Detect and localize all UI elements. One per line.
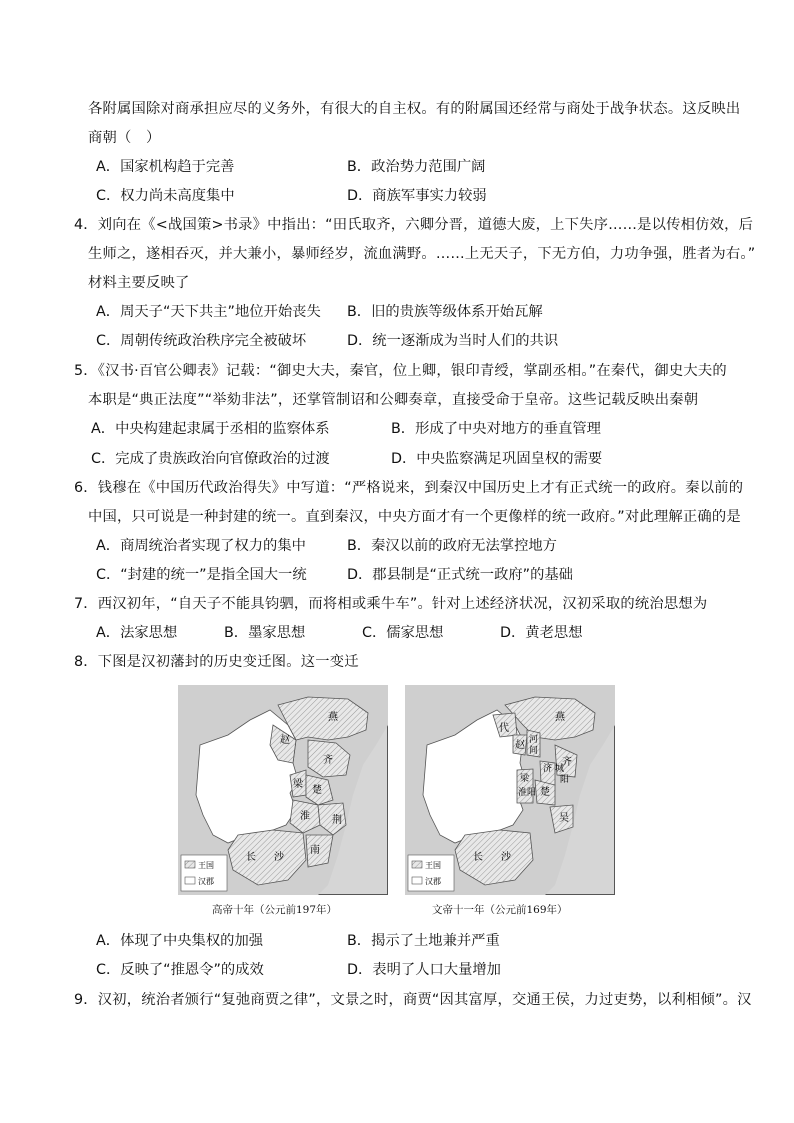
q6-option-a[interactable]: A．商周统治者实现了权力的集中 xyxy=(96,538,306,554)
map-label: 燕 xyxy=(328,712,338,723)
map-label: 淮 xyxy=(300,811,310,822)
q7-text-line: 7．西汉初年，“自天子不能具钧驷，而将相或乘牛车”。针对上述经济状况，汉初采取的统治思想为 xyxy=(74,596,708,612)
map-caption: 文帝十一年（公元前169年） xyxy=(432,904,568,916)
map-label: 淮 xyxy=(518,788,528,798)
map-label: 南 xyxy=(310,845,320,856)
q4-option-a[interactable]: A．周天子“天下共主”地位开始丧失 xyxy=(96,304,321,320)
map-label: 沙 xyxy=(274,852,284,863)
q4-option-c[interactable]: C．周朝传统政治秩序完全被破坏 xyxy=(96,333,307,349)
q6-option-d[interactable]: D．郡县制是“正式统一政府”的基础 xyxy=(347,567,573,583)
legend-label: 王国 xyxy=(425,861,441,870)
q8-option-b[interactable]: B．揭示了土地兼并严重 xyxy=(347,933,500,949)
q5-text-line: 5．《汉书·百官公卿表》记载：“御史大夫，秦官，位上卿，银印青绶，掌副丞相。”在秦代，御史大夫的 xyxy=(74,363,727,379)
q4-option-d[interactable]: D．统一逐渐成为当时人们的共识 xyxy=(347,333,559,349)
q3-text-line: 各附属国除对商承担应尽的义务外，有很大的自主权。有的附属国还经常与商处于战争状态。这反映出 xyxy=(88,101,741,117)
map-label: 河 xyxy=(529,735,539,745)
map-gaodi-10 xyxy=(178,685,388,895)
map-label: 赵 xyxy=(515,740,525,751)
legend-label: 汉郡 xyxy=(198,877,214,886)
q6-option-b[interactable]: B．秦汉以前的政府无法掌控地方 xyxy=(347,538,557,554)
q7-option-c[interactable]: C．儒家思想 xyxy=(362,625,444,641)
q8-option-d[interactable]: D．表明了人口大量增加 xyxy=(347,962,501,978)
map-label: 梁 xyxy=(293,779,303,790)
q3-option-d[interactable]: D．商族军事实力较弱 xyxy=(347,188,487,204)
map-label: 城 xyxy=(555,764,565,774)
map-label: 齐 xyxy=(323,755,333,766)
map-label: 长 xyxy=(473,852,483,863)
q8-text-line: 8．下图是汉初藩封的历史变迁图。这一变迁 xyxy=(74,654,359,670)
q4-text-line: 4．刘向在《<战国策>书录》中指出：“田氏取齐，六卿分晋，道德大废，上下失序……是以传相仿效，后 xyxy=(74,217,754,233)
q9-text-line: 9．汉初，统治者颁行“复弛商贾之律”，文景之时，商贾“因其富厚，交通王侯，力过吏势，以利相倾”。汉 xyxy=(74,992,752,1008)
q7-option-d[interactable]: D．黄老思想 xyxy=(500,625,583,641)
legend-swatch-commandery xyxy=(185,877,195,884)
map-label: 代 xyxy=(499,723,509,734)
q6-text-line: 6．钱穆在《中国历代政治得失》中写道：“严格说来，到秦汉中国历史上才有正式统一的政府。秦以前的 xyxy=(74,480,744,496)
legend-label: 汉郡 xyxy=(425,877,441,886)
map-label: 齐 xyxy=(562,757,572,768)
q3-option-a[interactable]: A．国家机构趋于完善 xyxy=(96,159,235,175)
q7-option-b[interactable]: B．墨家思想 xyxy=(224,625,306,641)
map-label: 荆 xyxy=(332,815,342,826)
map-label: 间 xyxy=(529,746,539,756)
map-label: 赵 xyxy=(280,735,290,746)
q6-option-c[interactable]: C．“封建的统一”是指全国大一统 xyxy=(96,567,307,583)
map-label: 长 xyxy=(246,852,256,863)
q5-option-d[interactable]: D．中央监察满足巩固皇权的需要 xyxy=(391,451,603,467)
q4-text-line: 材料主要反映了 xyxy=(88,275,190,291)
q4-option-b[interactable]: B．旧的贵族等级体系开始瓦解 xyxy=(347,304,543,320)
q8-option-a[interactable]: A．体现了中央集权的加强 xyxy=(96,933,264,949)
map-label: 梁 xyxy=(520,774,530,784)
map-label: 楚 xyxy=(312,785,322,796)
map-label: 沙 xyxy=(501,852,511,863)
q3-text-line: 商朝（ ） xyxy=(88,130,161,146)
q5-text-line: 本职是“典正法度”“举劾非法”，还掌管制诏和公卿奏章，直接受命于皇帝。这些记载反映出秦朝 xyxy=(88,392,699,408)
q3-option-c[interactable]: C．权力尚未高度集中 xyxy=(96,188,235,204)
q6-text-line: 中国，只可说是一种封建的统一。直到秦汉，中央方面才有一个更像样的统一政府。”对此理解正确的是 xyxy=(88,509,741,525)
q5-option-a[interactable]: A．中央构建起隶属于丞相的监察体系 xyxy=(91,421,330,437)
q3-option-b[interactable]: B．政治势力范围广阔 xyxy=(347,159,486,175)
q5-option-b[interactable]: B．形成了中央对地方的垂直管理 xyxy=(391,421,601,437)
q7-option-a[interactable]: A．法家思想 xyxy=(96,625,178,641)
q5-option-c[interactable]: C．完成了贵族政治向官僚政治的过渡 xyxy=(91,451,330,467)
map-caption: 高帝十年（公元前197年） xyxy=(212,904,338,916)
map-label: 楚 xyxy=(540,787,550,798)
map-label: 燕 xyxy=(555,712,565,723)
legend-swatch-commandery xyxy=(412,877,422,884)
map-wendi-11 xyxy=(405,685,615,895)
map-label: 济 xyxy=(543,764,553,774)
map-label: 吴 xyxy=(559,813,569,824)
legend-swatch-kingdom xyxy=(185,861,195,868)
map-label: 阳 xyxy=(527,788,537,798)
q8-option-c[interactable]: C．反映了“推恩令”的成效 xyxy=(96,962,264,978)
legend-label: 王国 xyxy=(198,861,214,870)
map-label: 阳 xyxy=(560,775,570,785)
q4-text-line: 生师之，遂相吞灭，并大兼小，暴师经岁，流血满野。……上无天子，下无方伯，力功争强，胜者为右。” xyxy=(88,246,756,262)
legend-swatch-kingdom xyxy=(412,861,422,868)
